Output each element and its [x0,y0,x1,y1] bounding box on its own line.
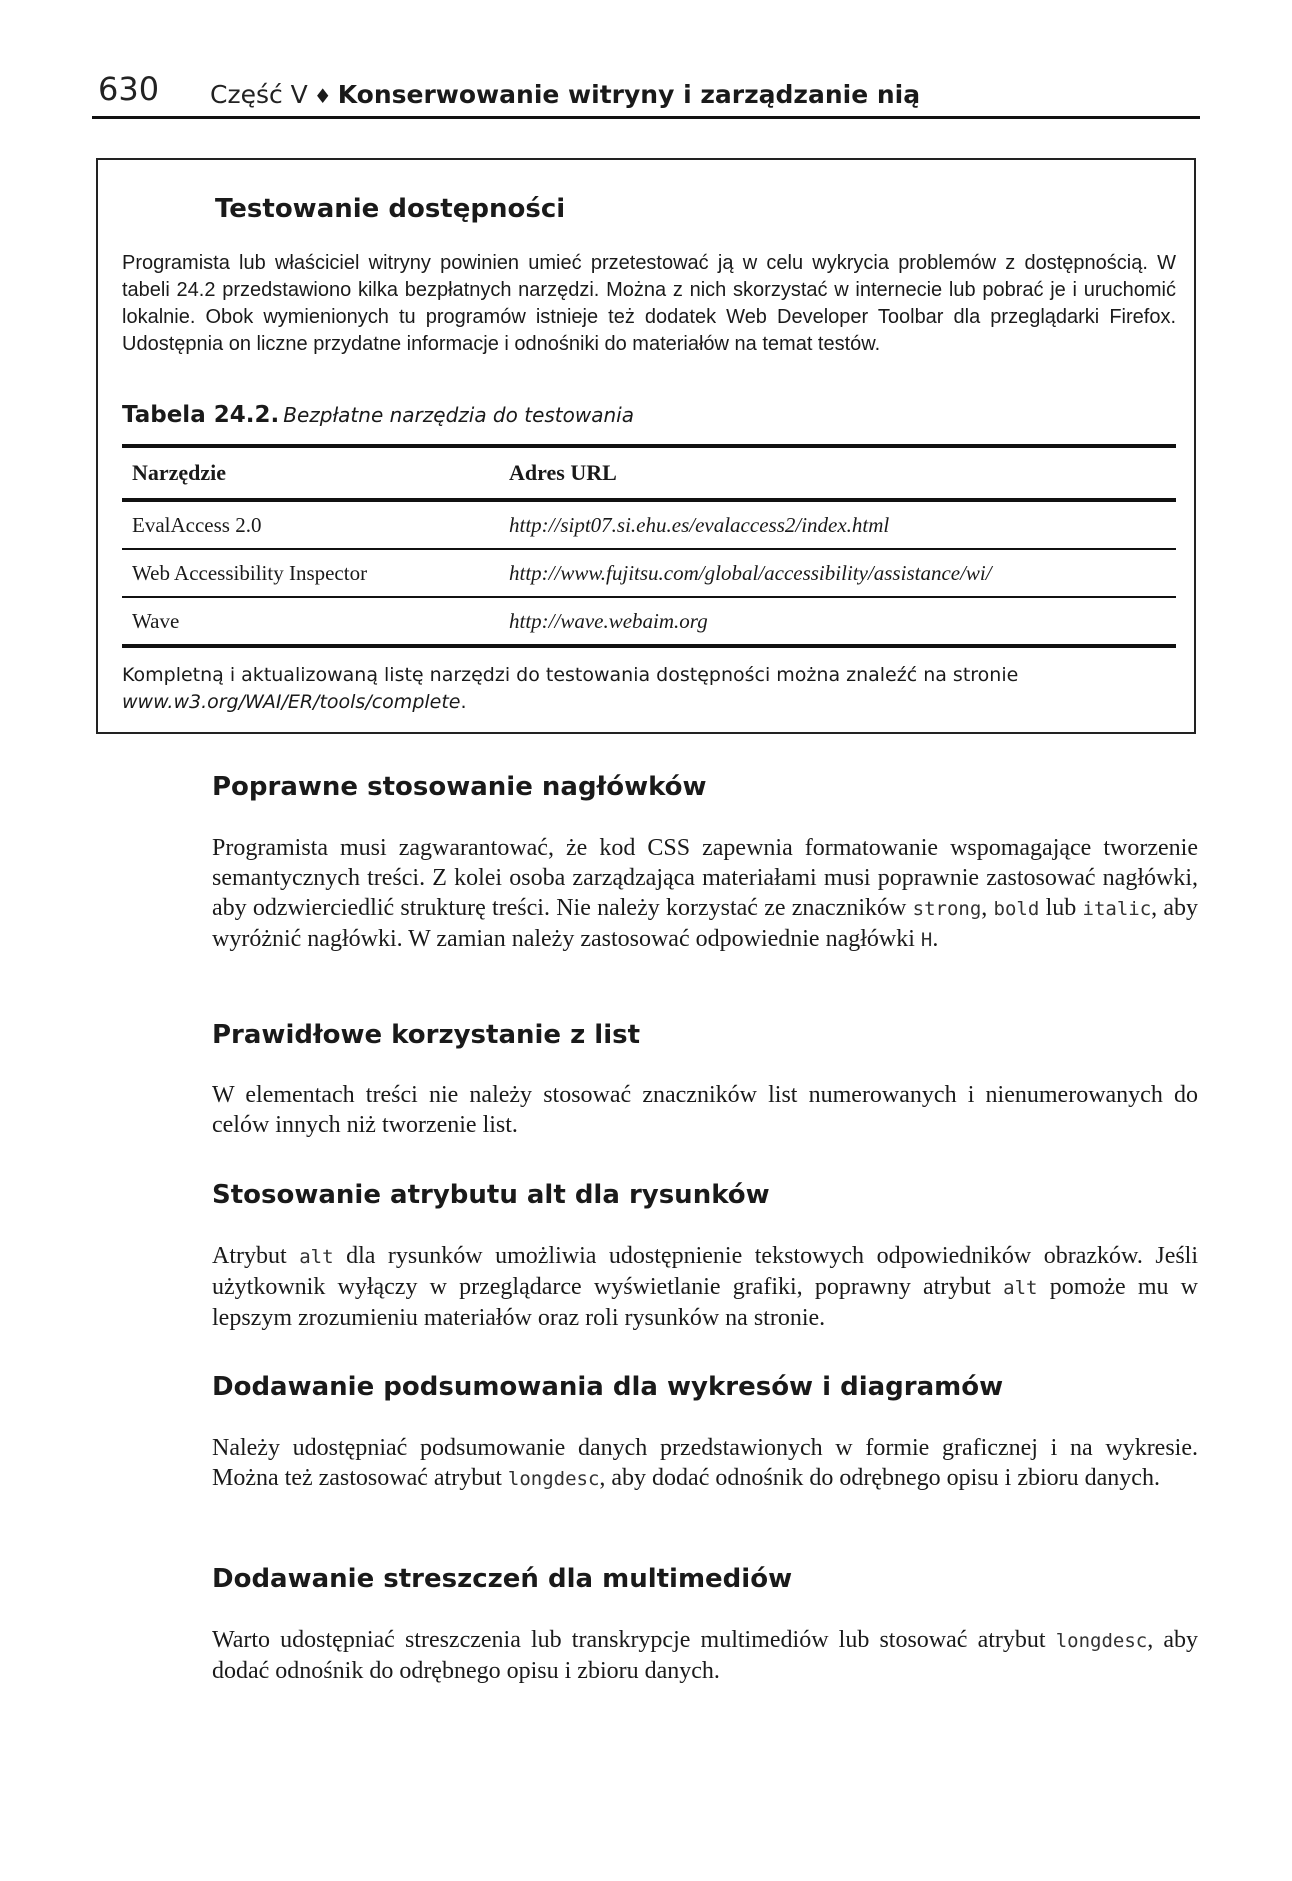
code-h: H [920,929,933,951]
chapter-title: Konserwowanie witryny i zarządzanie nią [337,80,921,109]
text-run: . [932,926,939,952]
text-run: Należy udostępniać podsumowanie danych przedstawionych w formie graficznej i na wykresie. Można też zastosować atrybut [212,1435,1198,1491]
diamond-separator: ♦ [313,84,332,108]
code-alt: alt [1003,1277,1038,1299]
header-text [210,80,920,110]
sidebar-intro: Programista lub właściciel witryny powinien umieć przetestować ją w celu wykrycia problemów z dostępnością. W tabeli 24.2 przedstawiono kilka bezpłatnych narzędzi. Można z nich skorzystać w internecie lub pobrać je i uruchomić lokalnie. Obok wymienionych tu programów istnieje też dodatek Web Developer Toolbar dla przeglądarki Firefox. Udostępnia on liczne przydatne informacje i odnośniki do materiałów na temat testów. [122,252,1176,355]
part-label: Część V [210,80,308,109]
code-alt: alt [299,1246,334,1268]
table-caption-title: Bezpłatne narzędzia do testowania [283,403,634,427]
section-body-alt [212,1241,1198,1333]
code-strong: strong [912,898,982,920]
accessibility-testing-sidebar [96,158,1196,734]
footer-text: Kompletną i aktualizowaną listę narzędzi do testowania dostępności można znaleźć na stronie [122,664,1019,686]
tool-url: http://wave.webaim.org [499,597,1176,646]
table-row [122,597,1176,646]
section-heading-multimedia: Dodawanie streszczeń dla multimediów [212,1564,793,1594]
text-run: Programista musi zagwarantować, że kod CSS zapewnia formatowanie wspomagające tworzenie semantycznych treści. Z kolei osoba zarządzająca materiałami musi poprawnie zastosować nagłówki, aby odzwierciedlić strukturę treści. Nie należy korzystać ze znaczników [212,835,1198,921]
table-row [122,549,1176,597]
section-body-headings [212,833,1198,955]
table-row [122,500,1176,549]
section-body-charts [212,1433,1198,1494]
section-body-multimedia [212,1625,1198,1686]
text-run: lub [1045,895,1077,921]
table-caption-number: Tabela 24.2. [122,402,280,428]
w3-tools-link: www.w3.org/WAI/ER/tools/complete [122,691,461,713]
tool-url: http://www.fujitsu.com/global/accessibility/assistance/wi/ [499,549,1176,597]
text-run: dla rysunków umożliwia udostępnienie tekstowych odpowiedników obrazków. Jeśli użytkownik wyłączy w przeglądarce wyświetlanie grafiki, poprawny atrybut [212,1243,1199,1300]
tool-name: Wave [122,597,499,646]
code-longdesc: longdesc [1055,1630,1148,1652]
section-heading-alt: Stosowanie atrybutu alt dla rysunków [212,1180,770,1210]
tool-name: Web Accessibility Inspector [122,549,499,597]
text-run: pomoże mu w lepszym zrozumieniu materiałów oraz roli rysunków na stronie. [212,1274,1199,1331]
column-header-url: Adres URL [499,446,1176,500]
text-run: Atrybut [212,1243,287,1269]
page-number: 630 [98,70,160,108]
table-header-row [122,446,1176,500]
column-header-tool: Narzędzie [122,446,499,500]
tools-table [122,444,1176,648]
text-run: Warto udostępniać streszczenia lub transkrypcje multimediów lub stosować atrybut [212,1627,1046,1653]
section-heading-headings: Poprawne stosowanie nagłówków [212,772,707,802]
code-bold: bold [993,898,1040,920]
section-heading-lists: Prawidłowe korzystanie z list [212,1020,641,1050]
text-run: , aby dodać odnośnik do odrębnego opisu i zbioru danych. [212,1627,1199,1684]
tool-url: http://sipt07.si.ehu.es/evalaccess2/index.html [499,500,1176,549]
section-body-lists: W elementach treści nie należy stosować znaczników list numerowanych i nienumerowanych do celów innych niż tworzenie list. [212,1082,1198,1138]
footer-end: . [460,691,467,713]
sidebar-footer [122,662,1176,716]
text-run: , aby wyróżnić nagłówki. W zamian należy zastosować odpowiednie nagłówki [212,895,1199,952]
sidebar-title: Testowanie dostępności [215,194,566,224]
section-heading-charts: Dodawanie podsumowania dla wykresów i diagramów [212,1372,1004,1402]
table-caption [122,402,634,428]
text-run: , [981,895,988,921]
code-longdesc: longdesc [507,1468,600,1490]
text-run: , aby dodać odnośnik do odrębnego opisu i zbioru danych. [599,1465,1160,1491]
code-italic: italic [1082,898,1152,920]
running-header [92,68,1200,119]
tool-name: EvalAccess 2.0 [122,500,499,549]
